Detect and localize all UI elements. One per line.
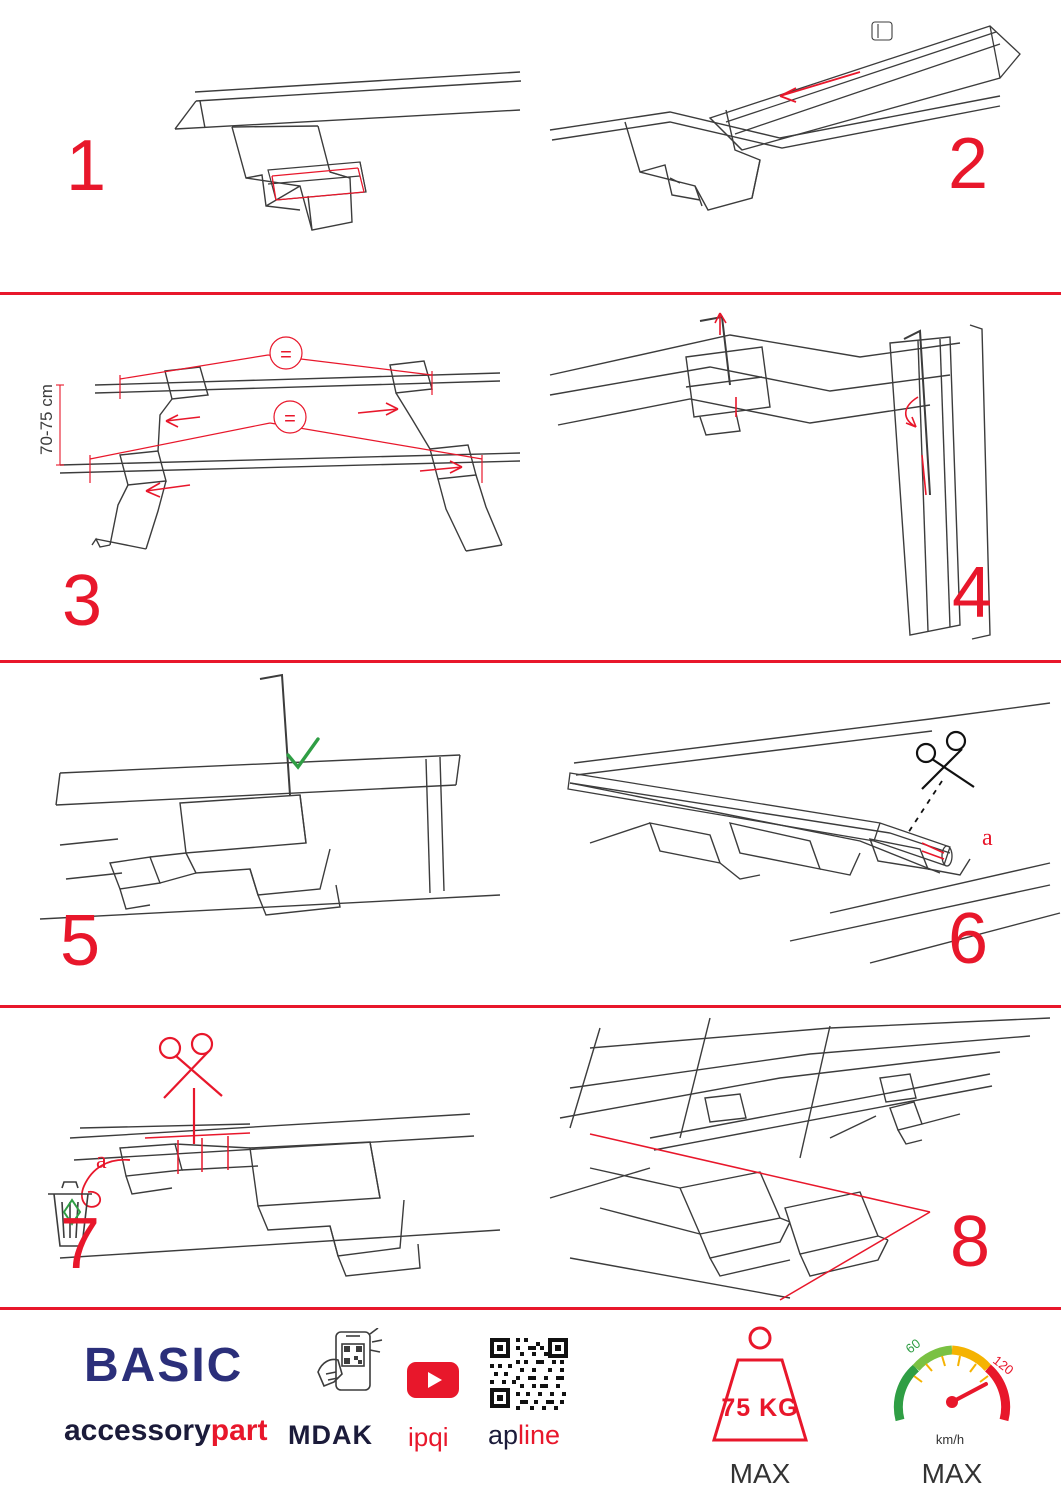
brand-part-text: part [210, 1414, 268, 1447]
speed-unit-label: km/h [935, 1432, 965, 1447]
cut-label-a-7: a [96, 1148, 107, 1174]
max-weight-value: 75 KG [721, 1394, 799, 1422]
max-speed-gauge-icon [880, 1320, 1024, 1450]
step-panel-4 [530, 295, 1061, 660]
step-panel-8 [530, 1008, 1061, 1307]
step-number-2: 2 [948, 124, 988, 204]
step-number-3: 3 [62, 561, 102, 641]
step-number-7: 7 [60, 1204, 100, 1284]
brand-line-text: line [518, 1420, 561, 1450]
step-panel-3 [0, 295, 530, 660]
cut-label-a: a [982, 825, 993, 851]
brand-ap-text: ap [488, 1420, 519, 1450]
step-panel-2 [530, 0, 1061, 292]
step-number-1: 1 [66, 126, 106, 206]
max-speed-label: MAX [921, 1458, 983, 1489]
brand-accessory-text: accessory [64, 1414, 211, 1447]
brand-accessorypart-logo [64, 1414, 267, 1448]
step-panel-1 [0, 0, 530, 292]
step-number-6: 6 [948, 899, 988, 979]
brand-mdak-logo: MDAK [288, 1420, 373, 1450]
phone-scan-qr-icon [312, 1328, 384, 1410]
step-panel-7 [0, 1008, 530, 1307]
footer-branding [0, 1310, 1061, 1500]
step-panel-5 [0, 663, 530, 1005]
step-number-8: 8 [950, 1202, 990, 1282]
svg-text:60: 60 [902, 1335, 924, 1357]
svg-text:=: = [280, 344, 292, 366]
brand-apline-logo [488, 1420, 560, 1451]
step-number-5: 5 [60, 901, 100, 981]
youtube-play-icon[interactable] [405, 1358, 461, 1400]
spacing-label: 70-75 cm [37, 384, 56, 455]
step-panel-6 [530, 663, 1061, 1005]
svg-text:120: 120 [990, 1352, 1017, 1378]
qr-code-icon[interactable] [488, 1336, 572, 1412]
brand-basic-logo: BASIC [84, 1339, 244, 1392]
max-weight-label: MAX [729, 1458, 791, 1489]
brand-ipqi-logo: ipqi [408, 1422, 449, 1452]
step-number-4: 4 [952, 553, 992, 633]
svg-text:=: = [284, 408, 296, 430]
max-weight-icon [690, 1320, 830, 1450]
